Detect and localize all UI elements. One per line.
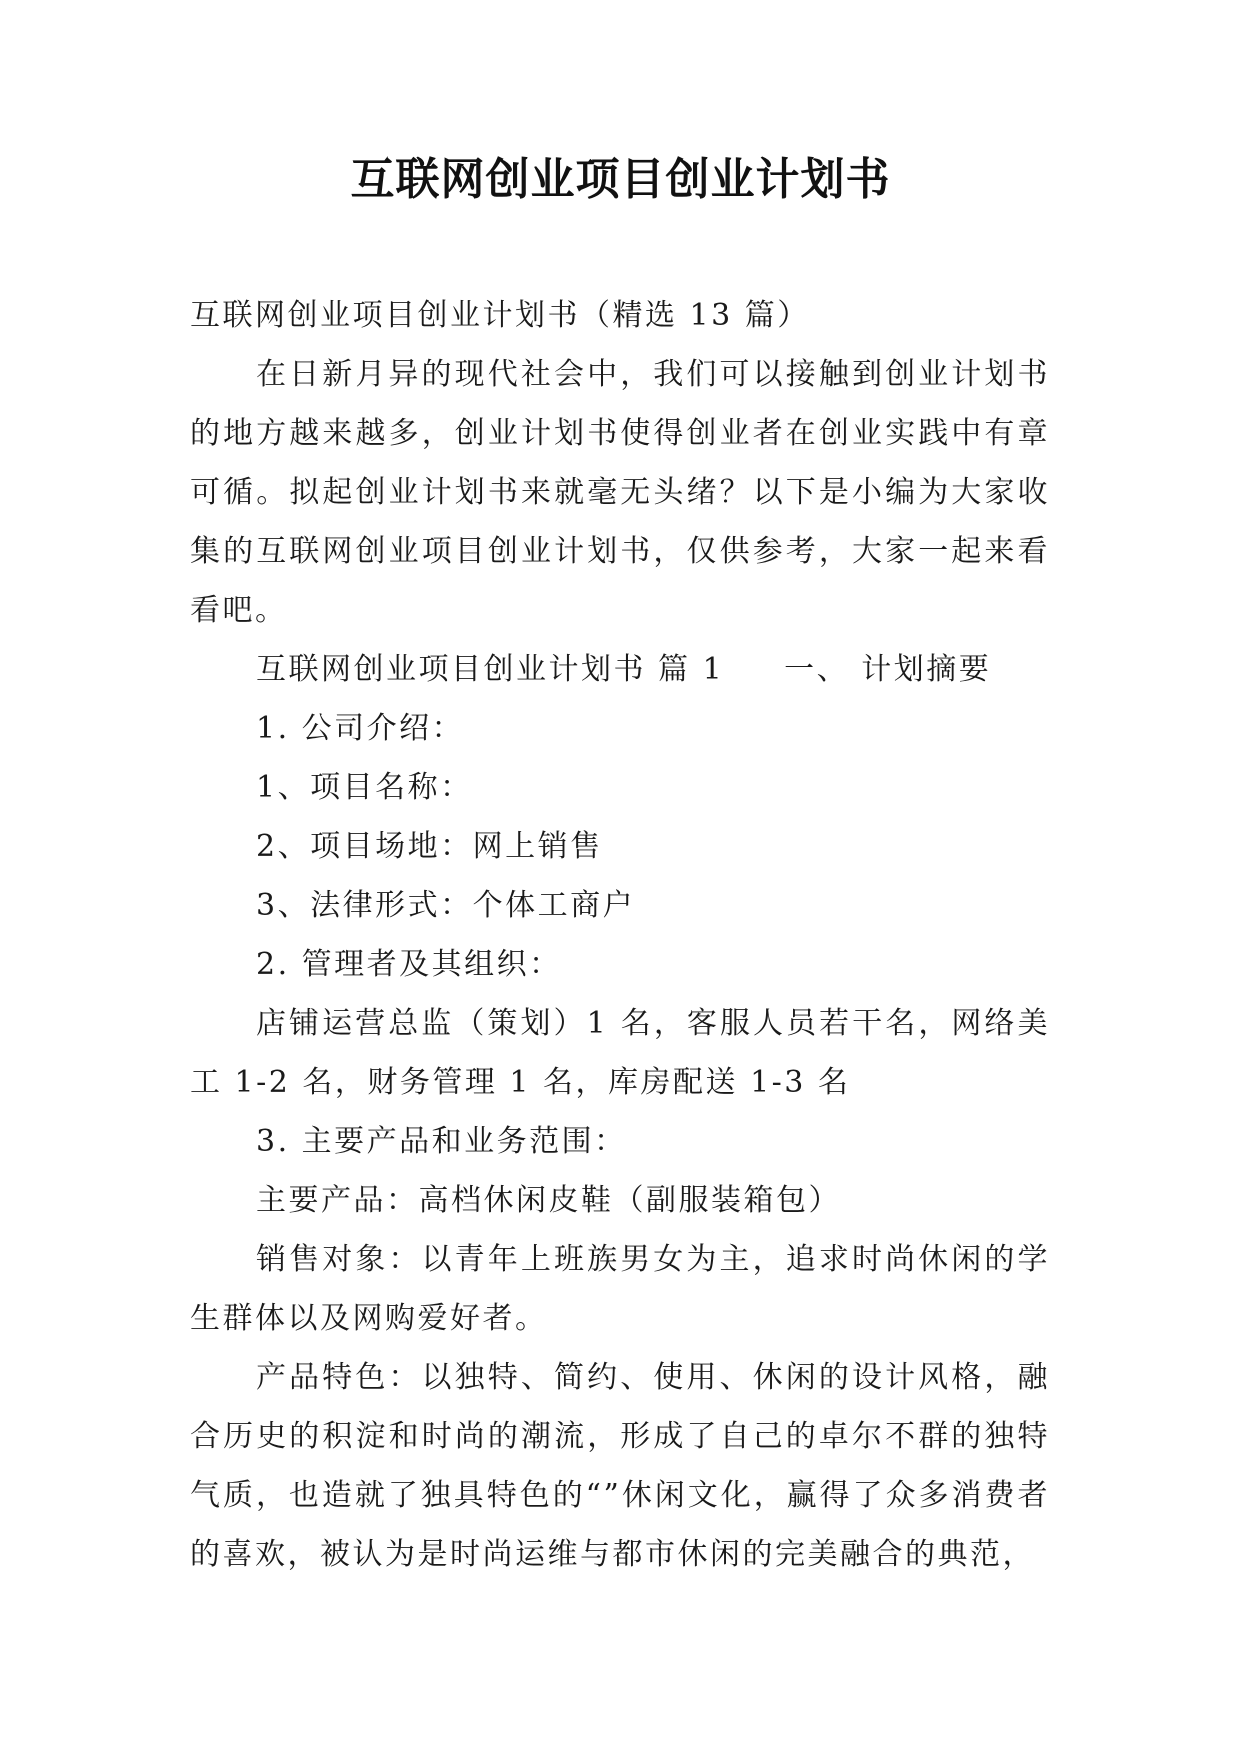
document-body [190, 286, 1050, 1584]
company-intro-heading: 1. 公司介绍： [256, 711, 465, 746]
project-site-line: 2、项目场地：网上销售 [256, 829, 603, 864]
staff-paragraph: 店铺运营总监（策划）1 名，客服人员若干名，网络美工 1-2 名，财务管理 1 名，库房配送 1-3 名 [190, 1006, 1050, 1100]
main-products-line: 主要产品：高档休闲皮鞋（副服装箱包） [256, 1183, 841, 1218]
products-scope-heading: 3. 主要产品和业务范围： [256, 1124, 627, 1159]
section-heading: 互联网创业项目创业计划书 篇 1 [256, 652, 725, 687]
section-heading-line [190, 640, 1050, 699]
legal-form-line: 3、法律形式：个体工商户 [256, 888, 636, 923]
sales-target-paragraph: 销售对象：以青年上班族男女为主，追求时尚休闲的学生群体以及网购爱好者。 [190, 1242, 1050, 1336]
product-features-paragraph: 产品特色：以独特、简约、使用、休闲的设计风格，融合历史的积淀和时尚的潮流，形成了自己的卓尔不群的独特气质，也造就了独具特色的“”休闲文化，赢得了众多消费者的喜欢，被认为是时尚运维与都市休闲的完美融合的典范， [190, 1360, 1050, 1572]
document-subtitle: 互联网创业项目创业计划书（精选 13 篇） [190, 298, 810, 333]
document-title: 互联网创业项目创业计划书 [350, 154, 891, 205]
intro-paragraph: 在日新月异的现代社会中，我们可以接触到创业计划书的地方越来越多，创业计划书使得创业者在创业实践中有章可循。拟起创业计划书来就毫无头绪？以下是小编为大家收集的互联网创业项目创业计划书，仅供参考，大家一起来看看吧。 [190, 357, 1050, 628]
project-name-line: 1、项目名称： [256, 770, 473, 805]
management-heading: 2. 管理者及其组织： [256, 947, 562, 982]
section-part-title: 一、 计划摘要 [784, 652, 992, 687]
